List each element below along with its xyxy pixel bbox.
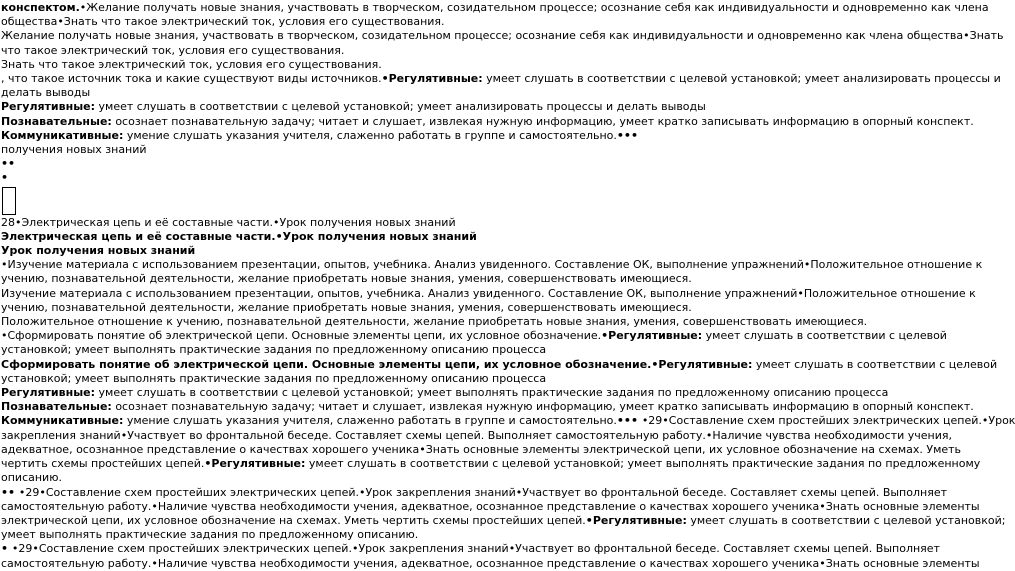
text-segment: умение слушать указания учителя, слаженно работать в группе и самостоятельно. — [123, 414, 617, 428]
text-segment: •29•Составление схем простейших электрических цепей.•Урок закрепления знаний•Участвует во фронтальной беседе. Составляет схемы цепей. Выполняет — [18, 485, 947, 499]
text-line-14 — [1, 216, 813, 230]
text-segment: •Регулятивные: — [381, 72, 483, 86]
text-line-15 — [1, 230, 813, 244]
text-segment: • — [1, 542, 12, 556]
text-segment: осознает познавательную задачу; читает и слушает, извлекая нужную информацию, умеет кратко записывать информацию в опорный конспект. — [111, 400, 974, 414]
text-segment: умеет слушать в соответствии с целевой установкой; умеет анализировать процессы и — [482, 72, 1001, 86]
text-line-35 — [1, 513, 1006, 528]
text-line-36 — [1, 528, 813, 542]
text-segment: получения новых знаний — [1, 143, 147, 157]
text-segment: конспектом. — [1, 1, 80, 14]
text-line-24 — [1, 357, 998, 372]
text-segment: Сформировать понятие об электрической цепи. Основные элементы цепи, их условное обозначение.•Регулятивные: — [1, 357, 753, 371]
text-segment: закрепления знаний•Участвует во фронтальной беседе. Составляет схемы цепей. Выполняет самостоятельную работу.•Наличие чувства необходимости учения, — [1, 428, 952, 442]
text-segment: самостоятельную работу.•Наличие чувства необходимости учения, адекватное, осознанное представление о качествах хорошего ученика•Знать основные элементы — [1, 499, 980, 513]
text-segment: ••• — [616, 128, 638, 142]
text-segment: •Желание получать новые знания, участвовать в творческом, созидательном процессе; осознание себя как индивидуальности и одновременно как члена — [79, 1, 989, 14]
text-line-08 — [1, 100, 813, 114]
text-line-06 — [1, 72, 1001, 86]
text-line-25 — [1, 372, 813, 386]
text-line-34 — [1, 499, 980, 514]
text-line-20 — [1, 301, 813, 315]
text-segment: Коммуникативные: — [1, 414, 124, 428]
text-segment: , что такое источник тока и какие существуют виды источников. — [1, 72, 382, 86]
text-line-22 — [1, 329, 947, 343]
text-segment: учению, познавательной деятельности, желание приобретать новые знания, умения, совершенствовать имеющиеся. — [1, 300, 692, 314]
text-line-21 — [1, 315, 868, 329]
text-line-09 — [1, 114, 974, 129]
text-segment: осознает познавательную задачу; читает и слушает, извлекая нужную информацию, умеет кратко записывать информацию в опорный конспект. — [111, 114, 974, 128]
text-segment: умение слушать указания учителя, слаженно работать в группе и самостоятельно. — [123, 128, 617, 142]
text-segment: 28•Электрическая цепь и её составные части.•Урок получения новых знаний — [1, 215, 456, 229]
text-segment: •• — [1, 485, 19, 499]
text-segment: установкой; умеет выполнять практические задания по предложенному описанию процесса — [1, 371, 547, 385]
text-segment: Регулятивные: — [1, 100, 96, 114]
text-segment: •29•Составление схем простейших электрических цепей.•Урок закрепления знаний•Участвует во фронтальной беседе. Составляет схемы цепей. Выполняет — [11, 542, 940, 556]
text-segment: Желание получать новые знания, участвовать в творческом, созидательном процессе; осознание себя как индивидуальности и одновременно как члена общества•Знать — [1, 29, 1004, 43]
text-segment: делать выводы — [1, 86, 91, 100]
document-text — [1, 1, 1015, 571]
text-segment: адекватное, осознанное представление о качествах хорошего ученика•Знать основные элементы электрической цепи, их условное обозначение на схемах. Уметь — [1, 442, 962, 456]
text-line-02 — [1, 15, 813, 29]
text-segment: описанию. — [1, 471, 62, 485]
text-line-03 — [1, 29, 1004, 43]
text-segment: •Регулятивные: — [601, 329, 703, 343]
text-line-31 — [1, 457, 981, 471]
empty-text-box — [2, 187, 16, 215]
text-segment: самостоятельную работу.•Наличие чувства необходимости учения, адекватное, осознанное представление о качествах хорошего ученика•Знать основные элементы — [1, 556, 980, 570]
text-line-11 — [1, 143, 813, 157]
text-line-28 — [1, 414, 1015, 428]
text-line-33 — [1, 485, 947, 500]
text-segment: Коммуникативные: — [1, 128, 124, 142]
text-segment: установкой; умеет выполнять практические задания по предложенному описанию процесса — [1, 343, 547, 357]
text-line-32 — [1, 471, 813, 485]
text-segment: Электрическая цепь и её составные части.•Урок получения новых знаний — [1, 229, 477, 243]
text-segment: Познавательные: — [1, 114, 112, 128]
text-segment: умеет слушать в соответствии с целевой установкой; — [686, 513, 1006, 527]
text-segment: умеет выполнять практические задания по предложенному описанию. — [1, 528, 419, 542]
text-line-23 — [1, 343, 813, 357]
text-segment: •Регулятивные: — [585, 513, 687, 527]
text-line-38 — [1, 556, 980, 571]
text-segment: электрической цепи, их условное обозначение на схемах. Уметь чертить схемы простейших цепей. — [1, 513, 586, 527]
text-segment: Регулятивные: — [1, 386, 96, 400]
text-segment: •• — [1, 157, 16, 171]
text-segment: умеет слушать в соответствии с целевой установкой; умеет анализировать процессы и делать выводы — [95, 100, 706, 114]
text-line-10 — [1, 129, 813, 143]
text-segment: •Изучение материала с использованием презентации, опытов, учебника. Анализ увиденного. Составление ОК, выполнение упражнений•Положительное отношение к — [1, 258, 983, 272]
text-line-13 — [1, 171, 813, 185]
text-segment: умеет слушать в соответствии с целевой установкой; умеет выполнять практические задания по предложенному описанию процесса — [95, 386, 889, 400]
text-segment: Урок получения новых знаний — [1, 244, 196, 258]
text-line-19 — [1, 286, 976, 301]
text-segment: умеет слушать в соответствии с целевой установкой; умеет выполнять практические задания по предложенному — [305, 457, 981, 471]
text-segment: умеет слушать в соответствии с целевой — [702, 329, 947, 343]
text-line-27 — [1, 400, 974, 414]
text-segment: что такое электрический ток, условия его существования. — [1, 43, 345, 57]
text-segment: Изучение материала с использованием презентации, опытов, учебника. Анализ увиденного. Составление ОК, выполнение упражнений•Положительное отношение к — [1, 286, 976, 300]
text-line-16 — [1, 244, 813, 258]
text-segment: •Сформировать понятие об электрической цепи. Основные элементы цепи, их условное обозначение. — [1, 329, 602, 343]
text-line-07 — [1, 86, 813, 100]
text-segment: •29•Составление схем простейших электрических цепей.•Урок — [641, 414, 1015, 428]
text-segment: чертить схемы простейших цепей. — [1, 457, 205, 471]
text-line-04 — [1, 44, 813, 58]
text-segment: Знать что такое электрический ток, условия его существования. — [1, 57, 382, 71]
text-segment: •Регулятивные: — [204, 457, 306, 471]
text-segment: умеет слушать в соответствии с целевой — [752, 357, 998, 371]
text-line-12 — [1, 157, 813, 171]
text-segment: Положительное отношение к учению, познавательной деятельности, желание приобретать новые знания, умения, совершенствовать имеющиеся. — [1, 315, 868, 329]
text-segment: общества•Знать что такое электрический ток, условия его существования. — [1, 15, 445, 29]
text-line-26 — [1, 386, 889, 400]
text-line-29 — [1, 428, 952, 443]
text-line-05 — [1, 58, 813, 72]
text-line-17 — [1, 258, 983, 272]
text-line-30 — [1, 442, 962, 457]
text-segment: Познавательные: — [1, 400, 112, 414]
text-segment: учению, познавательной деятельности, желание приобретать новые знания, умения, совершенствовать имеющиеся. — [1, 272, 692, 286]
text-segment: ••• — [616, 414, 642, 428]
text-segment: • — [1, 171, 9, 185]
text-line-18 — [1, 272, 813, 286]
text-line-37 — [1, 542, 940, 556]
text-line-01 — [1, 1, 989, 15]
